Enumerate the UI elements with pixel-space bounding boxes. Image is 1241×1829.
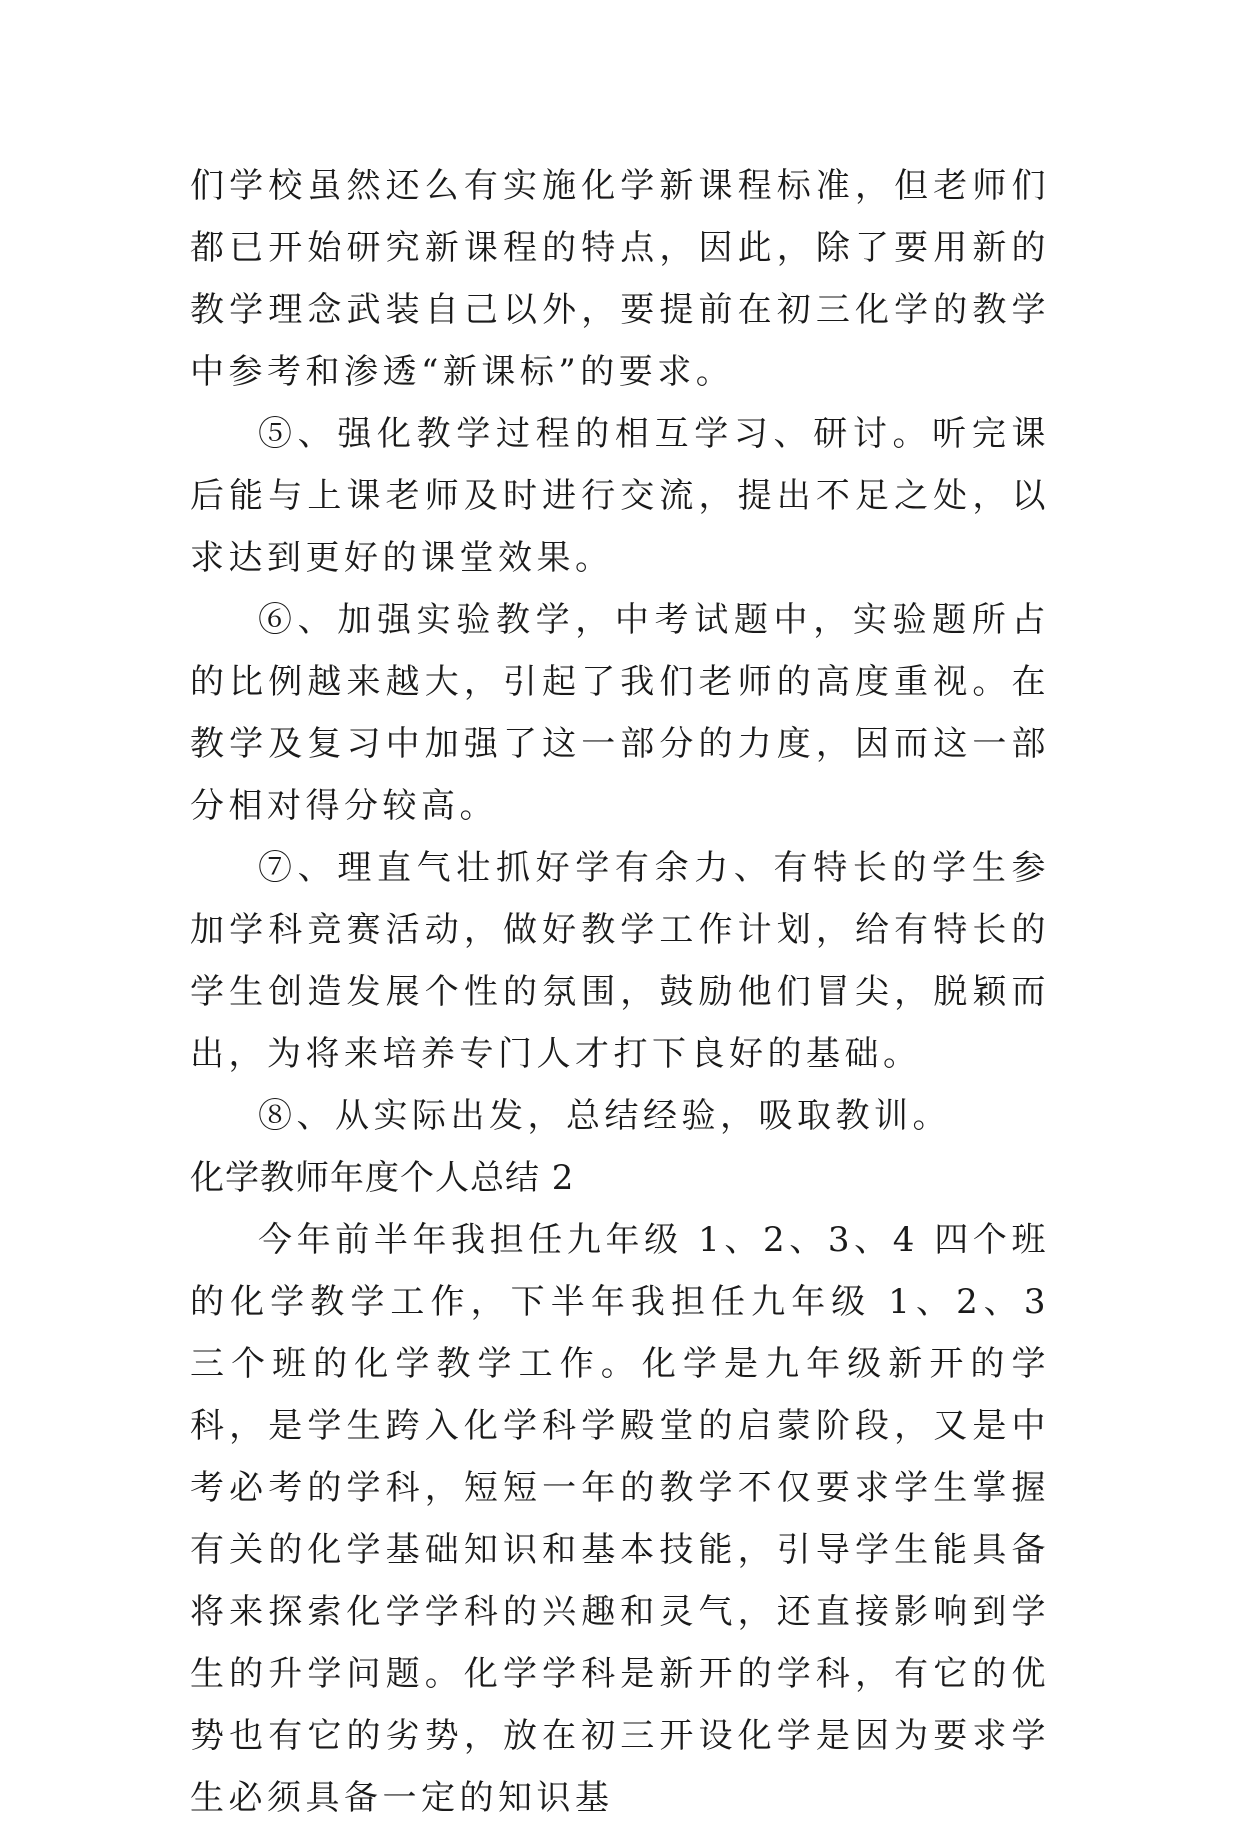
paragraph-continuation: 们学校虽然还么有实施化学新课程标准，但老师们都已开始研究新课程的特点，因此，除了要用新的教学理念武装自己以外，要提前在初三化学的教学中参考和渗透“新课标”的要求。 xyxy=(190,166,1050,392)
paragraph-item-5: ⑤、强化教学过程的相互学习、研讨。听完课后能与上课老师及时进行交流，提出不足之处，以求达到更好的课堂效果。 xyxy=(190,414,1050,578)
paragraph-item-6: ⑥、加强实验教学，中考试题中，实验题所占的比例越来越大，引起了我们老师的高度重视。在教学及复习中加强了这一部分的力度，因而这一部分相对得分较高。 xyxy=(190,600,1050,826)
paragraph-item-8: ⑧、从实际出发，总结经验，吸取教训。 xyxy=(258,1096,951,1136)
paragraph-item-7: ⑦、理直气壮抓好学有余力、有特长的学生参加学科竞赛活动，做好教学工作计划，给有特长的学生创造发展个性的氛围，鼓励他们冒尖，脱颖而出，为将来培养专门人才打下良好的基础。 xyxy=(190,848,1050,1074)
paragraph-summary-2: 今年前半年我担任九年级 1、2、3、4 四个班的化学教学工作，下半年我担任九年级 1、2、3 三个班的化学教学工作。化学是九年级新开的学科，是学生跨入化学科学殿堂的启蒙阶段，又是中考必考的学科，短短一年的教学不仅要求学生掌握有关的化学基础知识和基本技能，引导学生能具备将来探索化学学科的兴趣和灵气，还直接影响到学生的升学问题。化学学科是新开的学科，有它的优势也有它的劣势，放在初三开设化学是因为要求学生必须具备一定的知识基 xyxy=(190,1220,1050,1818)
section-heading: 化学教师年度个人总结 2 xyxy=(190,1158,575,1198)
document-body xyxy=(190,155,1050,1829)
